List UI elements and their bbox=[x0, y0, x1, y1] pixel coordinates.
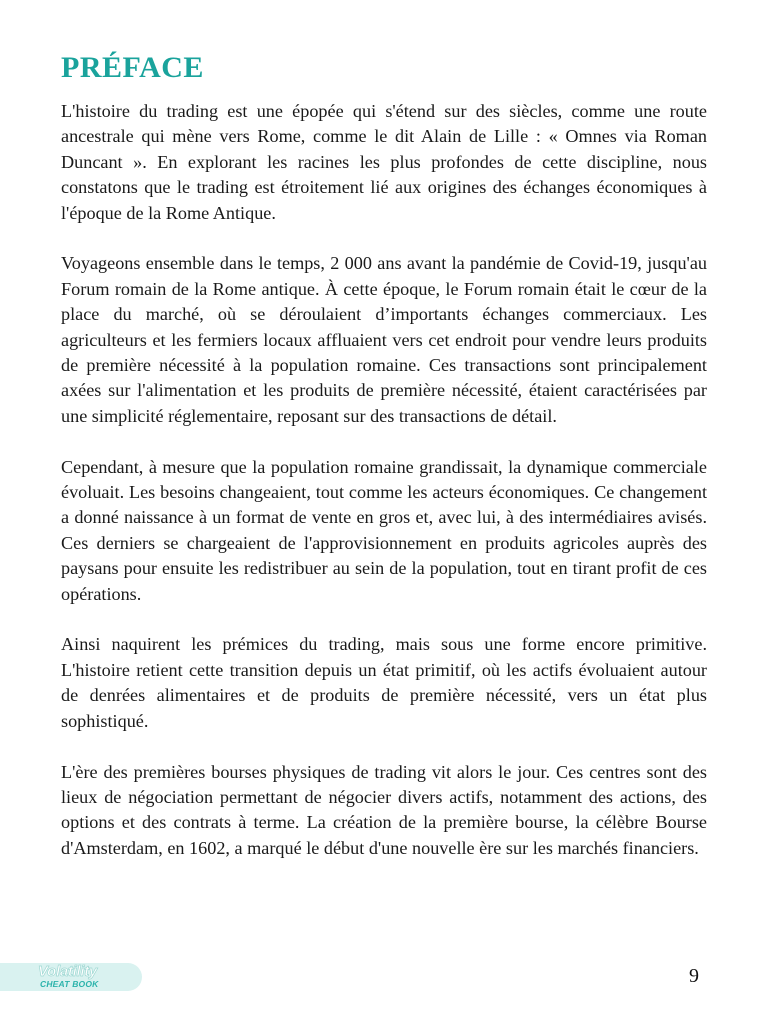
page-title: PRÉFACE bbox=[61, 51, 204, 84]
paragraph: Cependant, à mesure que la population romaine grandissait, la dynamique commerciale évoluait. Les besoins changeaient, tout comme les acteurs économiques. Ce changement a donné naissance à un format de vente en gros et, avec lui, à des intermédiaires avisés. Ces derniers se chargeaient de l'approvisionnement en produits agricoles auprès des paysans pour ensuite les redistribuer au sein de la population, tout en tirant profit de ces opérations. bbox=[61, 456, 707, 604]
logo-subtitle: CHEAT BOOK bbox=[40, 979, 99, 989]
body-text bbox=[61, 99, 707, 887]
page-number: 9 bbox=[689, 965, 699, 987]
paragraph: L'histoire du trading est une épopée qui s'étend sur des siècles, comme une route ancestrale qui mène vers Rome, comme le dit Alain de Lille : « Omnes via Roman Duncant ». En explorant les racines les plus profondes de cette discipline, nous constatons que le trading est étroitement lié aux origines des échanges économiques à l'époque de la Rome Antique. bbox=[61, 101, 707, 223]
paragraph: Ainsi naquirent les prémices du trading, mais sous une forme encore primitive. L'histoire retient cette transition depuis un état primitif, où les actifs évoluaient autour de denrées alimentaires et de produits de première nécessité, vers un état plus sophistiqué. bbox=[61, 634, 707, 731]
paragraph: Voyageons ensemble dans le temps, 2 000 ans avant la pandémie de Covid-19, jusqu'au Forum romain de la Rome antique. À cette époque, le Forum romain était le cœur de la place du marché, où se déroulaient d’importants échanges commerciaux. Les agriculteurs et les fermiers locaux affluaient vers cet endroit pour vendre leurs produits de première nécessité à la population romaine. Ces transactions sont principalement axées sur l'alimentation et les produits de première nécessité, étaient caractérisées par une simplicité réglementaire, reposant sur des transactions de détail. bbox=[61, 253, 707, 426]
paragraph: L'ère des premières bourses physiques de trading vit alors le jour. Ces centres sont des lieux de négociation permettant de négocier divers actifs, notamment des actions, des options et des contrats à terme. La création de la première bourse, la célèbre Bourse d'Amsterdam, en 1602, a marqué le début d'une nouvelle ère sur les marchés financiers. bbox=[61, 761, 707, 858]
logo-wordmark: Volatility bbox=[38, 963, 97, 980]
volatility-cheat-book-logo bbox=[0, 963, 142, 991]
